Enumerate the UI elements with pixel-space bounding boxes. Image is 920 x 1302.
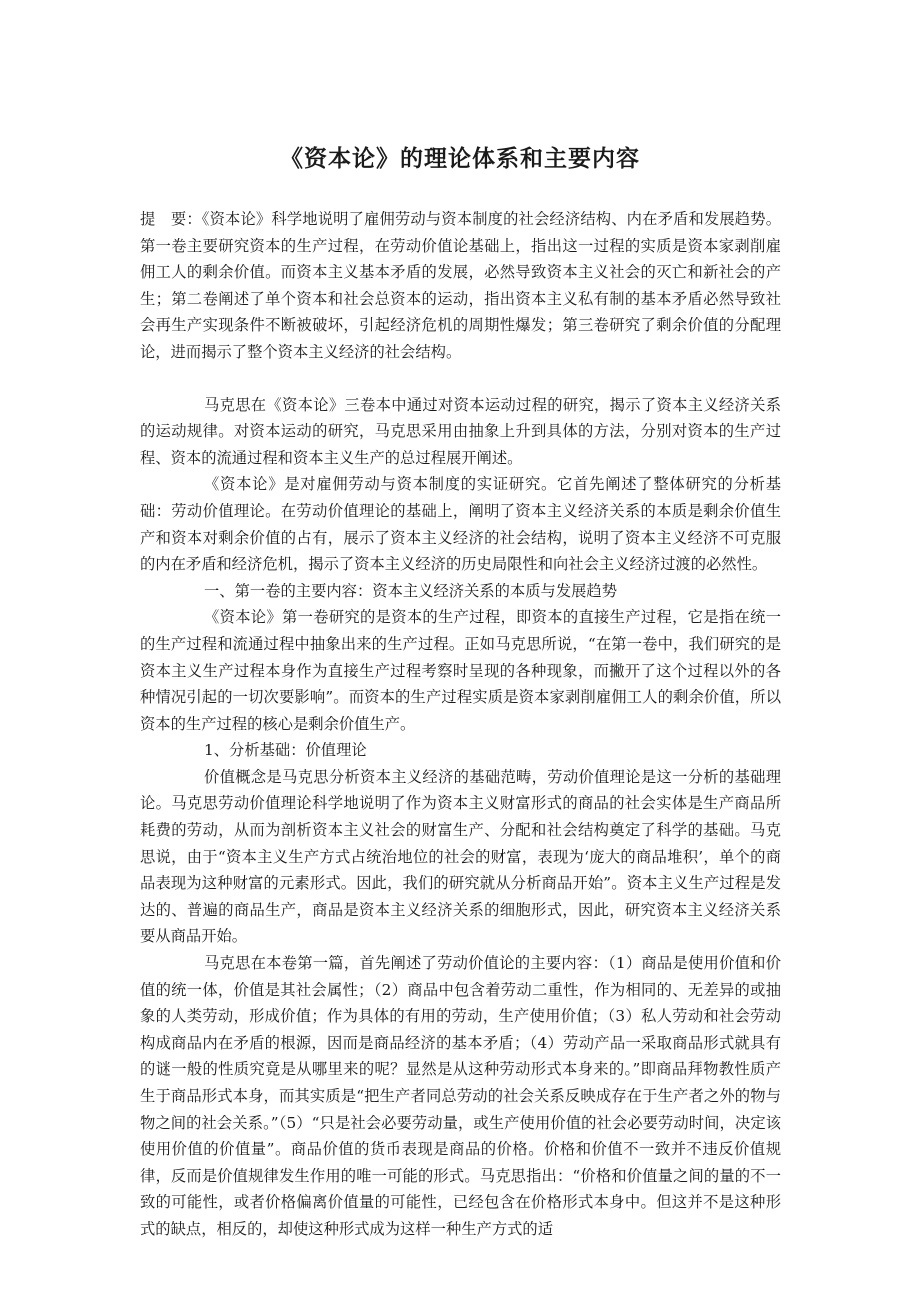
body-paragraph: 马克思在《资本论》三卷本中通过对资本运动过程的研究，揭示了资本主义经济关系的运动规律。对资本运动的研究，马克思采用由抽象上升到具体的方法，分别对资本的生产过程、资本的流通过程和资本主义生产的总过程展开阐述。 bbox=[140, 395, 781, 467]
body-paragraph: 马克思在本卷第一篇，首先阐述了劳动价值论的主要内容：（1）商品是使用价值和价值的统一体，价值是其社会属性；（2）商品中包含着劳动二重性，作为相同的、无差异的或抽象的人类劳动，形成价值；作为具体的有用的劳动，生产使用价值；（3）私人劳动和社会劳动构成商品内在矛盾的根源，因而是商品经济的基本矛盾；（4）劳动产品一采取商品形式就具有的谜一般的性质究竟是从哪里来的呢？显然是从这种劳动形式本身来的。”即商品拜物教性质产生于商品形式本身，而其实质是“把生产者同总劳动的社会关系反映成存在于生产者之外的物与物之间的社会关系。”（5）“只是社会必要劳动量，或生产使用价值的社会必要劳动时间，决定该使用价值的价值量”。商品价值的货币表现是商品的价格。价格和价值不一致并不违反价值规律，反而是价值规律发生作用的唯一可能的形式。马克思指出：“价格和价值量之间的量的不一致的可能性，或者价格偏离价值量的可能性，已经包含在价格形式本身中。但这并不是这种形式的缺点，相反的，却使这种形式成为这样一种生产方式的适 bbox=[140, 954, 781, 1238]
body-paragraph: 《资本论》是对雇佣劳动与资本制度的实证研究。它首先阐述了整体研究的分析基础：劳动价值理论。在劳动价值理论的基础上，阐明了资本主义经济关系的本质是剩余价值生产和资本对剩余价值的占有，展示了资本主义经济的社会结构，说明了资本主义经济不可克服的内在矛盾和经济危机，揭示了资本主义经济的历史局限性和向社会主义经济过渡的必然性。 bbox=[140, 475, 781, 574]
subsection-heading: 1、分析基础：价值理论 bbox=[204, 741, 367, 760]
document-body bbox=[140, 206, 781, 1243]
section-heading: 一、第一卷的主要内容：资本主义经济关系的本质与发展趋势 bbox=[204, 581, 618, 600]
body-paragraph: 价值概念是马克思分析资本主义经济的基础范畴，劳动价值理论是这一分析的基础理论。马克思劳动价值理论科学地说明了作为资本主义财富形式的商品的社会实体是生产商品所耗费的劳动，从而为剖析资本主义社会的财富生产、分配和社会结构奠定了科学的基础。马克思说，由于“资本主义生产方式占统治地位的社会的财富，表现为‘庞大的商品堆积’，单个的商品表现为这种财富的元素形式。因此，我们的研究就从分析商品开始”。资本主义生产过程是发达的、普遍的商品生产，商品是资本主义经济关系的细胞形式，因此，研究资本主义经济关系要从商品开始。 bbox=[140, 767, 781, 946]
abstract-paragraph: 提 要：《资本论》科学地说明了雇佣劳动与资本制度的社会经济结构、内在矛盾和发展趋势。第一卷主要研究资本的生产过程，在劳动价值论基础上，指出这一过程的实质是资本家剥削雇佣工人的剩余价值。而资本主义基本矛盾的发展，必然导致资本主义社会的灭亡和新社会的产生；第二卷阐述了单个资本和社会总资本的运动，指出资本主义私有制的基本矛盾必然导致社会再生产实现条件不断被破坏，引起经济危机的周期性爆发；第三卷研究了剩余价值的分配理论，进而揭示了整个资本主义经济的社会结构。 bbox=[140, 210, 781, 361]
body-paragraph: 《资本论》第一卷研究的是资本的生产过程，即资本的直接生产过程，它是指在统一的生产过程和流通过程中抽象出来的生产过程。正如马克思所说，“在第一卷中，我们研究的是资本主义生产过程本身作为直接生产过程考察时呈现的各种现象，而撇开了这个过程以外的各种情况引起的一切次要影响”。而资本的生产过程实质是资本家剥削雇佣工人的剩余价值，所以资本的生产过程的核心是剩余价值生产。 bbox=[140, 608, 781, 733]
document-title: 《资本论》的理论体系和主要内容 bbox=[280, 146, 640, 172]
